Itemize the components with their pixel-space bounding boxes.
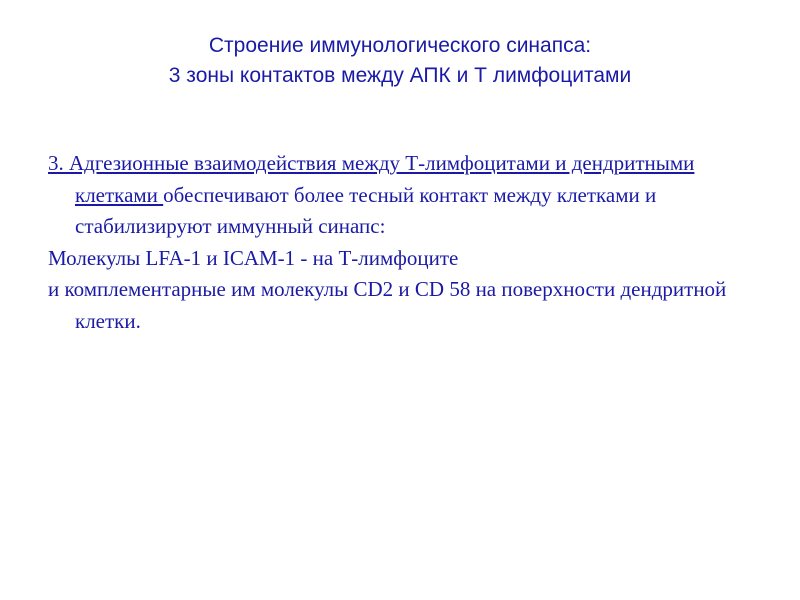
title-line-1: Строение иммунологического синапса:: [208, 34, 592, 57]
paragraph-complementary: и комплементарные им молекулы CD2 и CD 58 на поверхности дендритной клетки.: [48, 277, 727, 333]
paragraph-adhesion: [48, 148, 748, 243]
paragraph-adhesion-rest: обеспечивают более тесный контакт между клетками и стабилизируют иммунный синапс:: [75, 182, 657, 238]
paragraph-molecules: Молекулы LFA-1 и ICAM-1 - на Т-лимфоците: [48, 245, 459, 270]
slide-body: [48, 148, 748, 337]
slide-title: [0, 31, 800, 91]
underlined-phrase: 3. Адгезионные взаимодействия между Т-лимфоцитами и дендритными клетками: [48, 151, 695, 207]
title-line-2: 3 зоны контактов между АПК и Т лимфоцитами: [168, 64, 632, 87]
